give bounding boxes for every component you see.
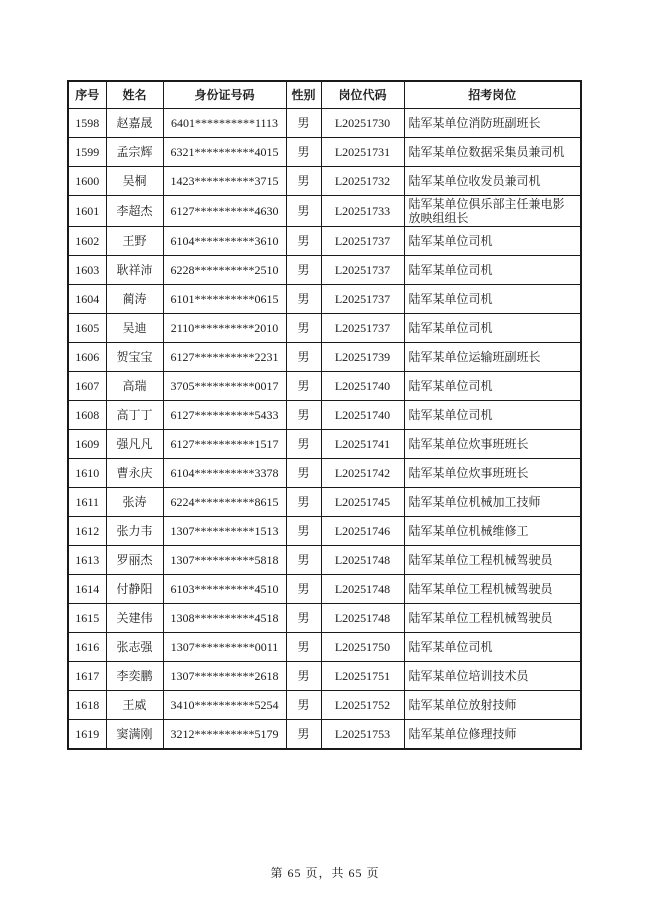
recruitment-roster-table [67, 80, 582, 750]
cell-name: 孟宗辉 [106, 138, 163, 167]
cell-code: L20251742 [321, 459, 404, 488]
cell-job: 陆军某单位收发员兼司机 [404, 167, 581, 196]
table-row [68, 575, 581, 604]
cell-id: 1423**********3715 [163, 167, 286, 196]
cell-no: 1609 [68, 430, 106, 459]
cell-no: 1610 [68, 459, 106, 488]
table-row [68, 196, 581, 227]
cell-name: 王野 [106, 227, 163, 256]
cell-id: 6321**********4015 [163, 138, 286, 167]
cell-job: 陆军某单位放射技师 [404, 691, 581, 720]
cell-gender: 男 [286, 517, 321, 546]
column-header-job: 招考岗位 [404, 81, 581, 109]
cell-name: 李奕鹏 [106, 662, 163, 691]
cell-code: L20251741 [321, 430, 404, 459]
cell-name: 高丁丁 [106, 401, 163, 430]
cell-id: 6127**********2231 [163, 343, 286, 372]
cell-code: L20251740 [321, 401, 404, 430]
cell-gender: 男 [286, 196, 321, 227]
cell-job: 陆军某单位机械维修工 [404, 517, 581, 546]
cell-id: 1307**********0011 [163, 633, 286, 662]
cell-id: 6127**********4630 [163, 196, 286, 227]
cell-job: 陆军某单位工程机械驾驶员 [404, 546, 581, 575]
cell-name: 蔺涛 [106, 285, 163, 314]
cell-job: 陆军某单位工程机械驾驶员 [404, 604, 581, 633]
column-header-id: 身份证号码 [163, 81, 286, 109]
cell-code: L20251731 [321, 138, 404, 167]
table-row [68, 343, 581, 372]
cell-job: 陆军某单位司机 [404, 256, 581, 285]
table-row [68, 430, 581, 459]
table-body [68, 109, 581, 750]
table-row [68, 488, 581, 517]
table-row [68, 604, 581, 633]
cell-gender: 男 [286, 138, 321, 167]
cell-no: 1618 [68, 691, 106, 720]
cell-no: 1611 [68, 488, 106, 517]
cell-name: 贺宝宝 [106, 343, 163, 372]
table-row [68, 517, 581, 546]
cell-name: 耿祥沛 [106, 256, 163, 285]
table-row [68, 167, 581, 196]
cell-no: 1614 [68, 575, 106, 604]
cell-id: 1307**********2618 [163, 662, 286, 691]
cell-code: L20251748 [321, 546, 404, 575]
cell-job: 陆军某单位培训技术员 [404, 662, 581, 691]
table-header-row [68, 81, 581, 109]
cell-name: 窦满刚 [106, 720, 163, 750]
cell-code: L20251737 [321, 314, 404, 343]
cell-job: 陆军某单位消防班副班长 [404, 109, 581, 138]
cell-no: 1599 [68, 138, 106, 167]
cell-gender: 男 [286, 575, 321, 604]
cell-job: 陆军某单位司机 [404, 633, 581, 662]
cell-gender: 男 [286, 343, 321, 372]
cell-no: 1604 [68, 285, 106, 314]
cell-no: 1601 [68, 196, 106, 227]
table-row [68, 662, 581, 691]
cell-code: L20251733 [321, 196, 404, 227]
table-row [68, 138, 581, 167]
cell-job: 陆军某单位俱乐部主任兼电影放映组组长 [404, 196, 581, 227]
cell-gender: 男 [286, 430, 321, 459]
cell-name: 李超杰 [106, 196, 163, 227]
cell-gender: 男 [286, 488, 321, 517]
cell-job: 陆军某单位司机 [404, 372, 581, 401]
page-number-footer: 第 65 页，共 65 页 [270, 866, 380, 880]
cell-gender: 男 [286, 167, 321, 196]
cell-gender: 男 [286, 604, 321, 633]
table-row [68, 401, 581, 430]
cell-gender: 男 [286, 372, 321, 401]
cell-gender: 男 [286, 109, 321, 138]
cell-no: 1598 [68, 109, 106, 138]
cell-name: 赵嘉晟 [106, 109, 163, 138]
cell-name: 张志强 [106, 633, 163, 662]
cell-gender: 男 [286, 546, 321, 575]
cell-code: L20251730 [321, 109, 404, 138]
cell-gender: 男 [286, 256, 321, 285]
cell-job: 陆军某单位司机 [404, 227, 581, 256]
cell-gender: 男 [286, 720, 321, 750]
table-row [68, 633, 581, 662]
cell-gender: 男 [286, 633, 321, 662]
cell-code: L20251752 [321, 691, 404, 720]
table-row [68, 459, 581, 488]
cell-job: 陆军某单位工程机械驾驶员 [404, 575, 581, 604]
cell-no: 1600 [68, 167, 106, 196]
column-header-gender: 性别 [286, 81, 321, 109]
cell-id: 1307**********1513 [163, 517, 286, 546]
column-header-name: 姓名 [106, 81, 163, 109]
cell-id: 6104**********3610 [163, 227, 286, 256]
cell-code: L20251745 [321, 488, 404, 517]
cell-job: 陆军某单位司机 [404, 285, 581, 314]
cell-gender: 男 [286, 459, 321, 488]
cell-code: L20251751 [321, 662, 404, 691]
cell-no: 1617 [68, 662, 106, 691]
cell-gender: 男 [286, 401, 321, 430]
table-row [68, 691, 581, 720]
cell-gender: 男 [286, 691, 321, 720]
cell-job: 陆军某单位机械加工技师 [404, 488, 581, 517]
cell-name: 吴桐 [106, 167, 163, 196]
cell-job: 陆军某单位运输班副班长 [404, 343, 581, 372]
cell-gender: 男 [286, 285, 321, 314]
cell-name: 关建伟 [106, 604, 163, 633]
cell-job: 陆军某单位司机 [404, 314, 581, 343]
cell-job: 陆军某单位修理技师 [404, 720, 581, 750]
cell-name: 罗丽杰 [106, 546, 163, 575]
table-row [68, 227, 581, 256]
cell-no: 1605 [68, 314, 106, 343]
cell-name: 王威 [106, 691, 163, 720]
cell-no: 1619 [68, 720, 106, 750]
cell-job: 陆军某单位炊事班班长 [404, 459, 581, 488]
cell-no: 1613 [68, 546, 106, 575]
cell-gender: 男 [286, 227, 321, 256]
cell-id: 1308**********4518 [163, 604, 286, 633]
cell-code: L20251748 [321, 575, 404, 604]
cell-code: L20251750 [321, 633, 404, 662]
cell-no: 1615 [68, 604, 106, 633]
table-row [68, 546, 581, 575]
cell-no: 1608 [68, 401, 106, 430]
cell-job: 陆军某单位数据采集员兼司机 [404, 138, 581, 167]
cell-id: 2110**********2010 [163, 314, 286, 343]
table-row [68, 285, 581, 314]
cell-code: L20251739 [321, 343, 404, 372]
cell-name: 张力韦 [106, 517, 163, 546]
cell-id: 6228**********2510 [163, 256, 286, 285]
cell-code: L20251746 [321, 517, 404, 546]
cell-code: L20251737 [321, 285, 404, 314]
cell-no: 1603 [68, 256, 106, 285]
cell-job: 陆军某单位炊事班班长 [404, 430, 581, 459]
cell-name: 张涛 [106, 488, 163, 517]
table-row [68, 314, 581, 343]
cell-gender: 男 [286, 662, 321, 691]
cell-name: 曹永庆 [106, 459, 163, 488]
cell-id: 6104**********3378 [163, 459, 286, 488]
cell-id: 6127**********5433 [163, 401, 286, 430]
table-row [68, 720, 581, 750]
cell-no: 1612 [68, 517, 106, 546]
table-row [68, 109, 581, 138]
cell-no: 1606 [68, 343, 106, 372]
cell-code: L20251740 [321, 372, 404, 401]
cell-id: 6401**********1113 [163, 109, 286, 138]
cell-no: 1616 [68, 633, 106, 662]
cell-id: 6127**********1517 [163, 430, 286, 459]
table-row [68, 372, 581, 401]
cell-name: 付静阳 [106, 575, 163, 604]
cell-no: 1607 [68, 372, 106, 401]
cell-name: 吴迪 [106, 314, 163, 343]
cell-job: 陆军某单位司机 [404, 401, 581, 430]
table-row [68, 256, 581, 285]
cell-code: L20251737 [321, 256, 404, 285]
cell-code: L20251748 [321, 604, 404, 633]
cell-id: 6101**********0615 [163, 285, 286, 314]
cell-code: L20251732 [321, 167, 404, 196]
column-header-code: 岗位代码 [321, 81, 404, 109]
cell-id: 1307**********5818 [163, 546, 286, 575]
cell-gender: 男 [286, 314, 321, 343]
cell-id: 3410**********5254 [163, 691, 286, 720]
cell-name: 强凡凡 [106, 430, 163, 459]
cell-name: 高瑞 [106, 372, 163, 401]
cell-no: 1602 [68, 227, 106, 256]
cell-code: L20251753 [321, 720, 404, 750]
cell-id: 3705**********0017 [163, 372, 286, 401]
cell-code: L20251737 [321, 227, 404, 256]
cell-id: 6224**********8615 [163, 488, 286, 517]
cell-id: 3212**********5179 [163, 720, 286, 750]
column-header-no: 序号 [68, 81, 106, 109]
cell-id: 6103**********4510 [163, 575, 286, 604]
